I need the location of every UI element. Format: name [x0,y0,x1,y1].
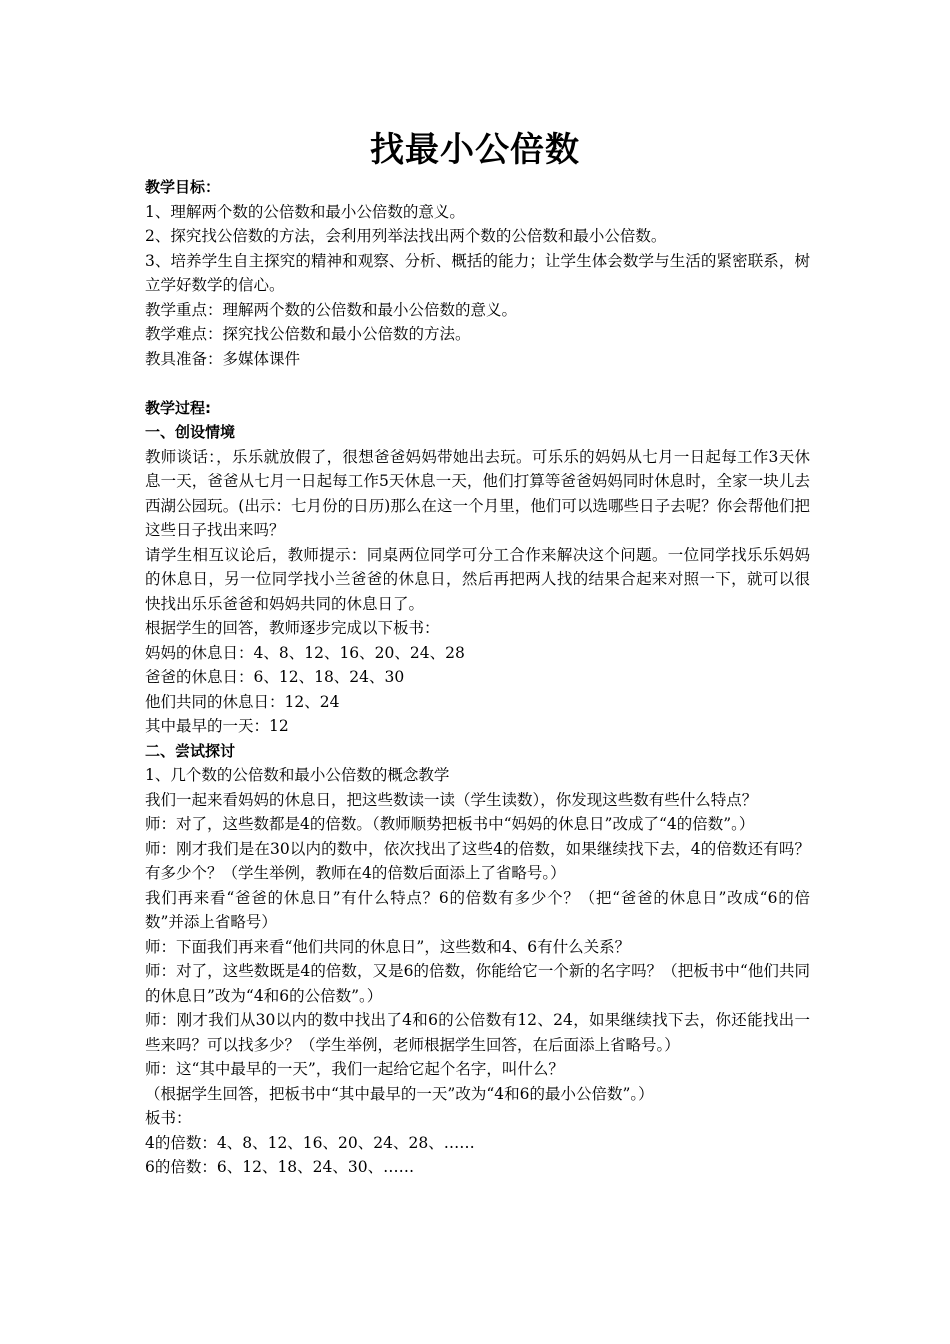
paragraph: 师：刚才我们是在30以内的数中，依次找出了这些4的倍数，如果继续找下去，4的倍数还有吗？有多少个？（学生举例，教师在4的倍数后面添上了省略号。） [145,839,810,882]
paragraph: 其中最早的一天：12 [145,717,289,735]
paragraph: 爸爸的休息日：6、12、18、24、30 [145,668,405,686]
paragraph: 6的倍数：6、12、18、24、30、…… [145,1158,415,1176]
paragraph: 3、培养学生自主探究的精神和观察、分析、概括的能力；让学生体会数学与生活的紧密联系，树立学好数学的信心。 [145,251,810,294]
paragraph: 师：对了，这些数都是4的倍数。（教师顺势把板书中“妈妈的休息日”改成了“4的倍数”。） [145,815,755,833]
paragraph: 2、探究找公倍数的方法，会利用列举法找出两个数的公倍数和最小公倍数。 [145,227,667,245]
paragraph: 师：这“其中最早的一天”，我们一起给它起个名字，叫什么？ [145,1060,564,1078]
section-heading: 一、创设情境 [145,423,236,441]
paragraph: 妈妈的休息日：4、8、12、16、20、24、28 [145,643,465,662]
paragraph: 我们再来看“爸爸的休息日”有什么特点？6的倍数有多少个？（把“爸爸的休息日”改成“6的倍数”并添上省略号） [145,888,810,931]
paragraph: 板书： [145,1109,192,1127]
paragraph: 师：下面我们再来看“他们共同的休息日”，这些数和4、6有什么关系？ [145,937,631,956]
paragraph: 教学重点：理解两个数的公倍数和最小公倍数的意义。 [145,300,518,319]
paragraph: 师：对了，这些数既是4的倍数，又是6的倍数，你能给它一个新的名字吗？（把板书中“他们共同的休息日”改为“4和6的公倍数”。） [145,962,810,1005]
paragraph: （根据学生回答，把板书中“其中最早的一天”改为“4和6的最小公倍数”。） [145,1084,654,1103]
paragraph: 根据学生的回答，教师逐步完成以下板书： [145,619,440,637]
section-heading: 教学目标： [145,178,221,196]
paragraph: 请学生相互议论后，教师提示：同桌两位同学可分工合作来解决这个问题。一位同学找乐乐妈妈的休息日，另一位同学找小兰爸爸的休息日，然后再把两人找的结果合起来对照一下，就可以很快找出乐乐爸爸和妈妈共同的休息日了。 [145,545,810,613]
document-body [145,175,810,1180]
paragraph: 我们一起来看妈妈的休息日，把这些数读一读（学生读数），你发现这些数有些什么特点？ [145,790,758,809]
section-heading: 教学过程: [145,398,211,417]
paragraph: 他们共同的休息日：12、24 [145,692,340,711]
paragraph: 师：刚才我们从30以内的数中找出了4和6的公倍数有12、24，如果继续找下去，你还能找出一些来吗？可以找多少？（学生举例，老师根据学生回答，在后面添上省略号。） [145,1011,810,1054]
paragraph: 教学难点：探究找公倍数和最小公倍数的方法。 [145,325,471,343]
paragraph: 教具准备：多媒体课件 [145,349,301,368]
section-heading: 二、尝试探讨 [145,741,236,760]
paragraph: 1、几个数的公倍数和最小公倍数的概念教学 [145,766,450,784]
paragraph: 教师谈话：，乐乐就放假了，很想爸爸妈妈带她出去玩。可乐乐的妈妈从七月一日起每工作3天休息一天，爸爸从七月一日起每工作5天休息一天，他们打算等爸爸妈妈同时休息时，全家一块儿去西湖公园玩。(出示：七月份的日历)那么在这一个月里，他们可以选哪些日子去呢？你会帮他们把这些日子找出来吗？ [145,447,810,539]
blank-line [145,371,810,396]
paragraph: 1、理解两个数的公倍数和最小公倍数的意义。 [145,202,465,221]
document-title: 找最小公倍数 [370,130,580,170]
paragraph: 4的倍数：4、8、12、16、20、24、28、…… [145,1133,475,1152]
